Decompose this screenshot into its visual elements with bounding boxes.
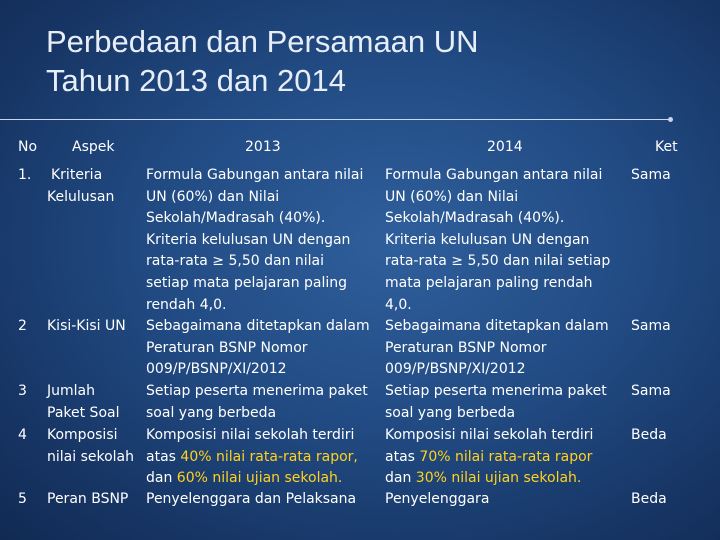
row-3-ket: Sama: [631, 383, 671, 399]
row-4-2013-text: dan: [146, 470, 177, 487]
row-3-aspek-line: Paket Soal: [47, 404, 120, 421]
row-3-no: 3: [18, 383, 27, 399]
row-3-2013-line: soal yang berbeda: [146, 404, 277, 421]
row-1-2014-line: UN (60%) dan Nilai: [385, 188, 519, 205]
row-1-2013-line: Sekolah/Madrasah (40%).: [146, 210, 326, 227]
row-2-2014-line: Peraturan BSNP Nomor: [385, 339, 547, 356]
row-5-2013-line: Penyelenggara dan Pelaksana: [146, 491, 357, 507]
row-4-2014: [385, 425, 593, 490]
row-1-2014-line: Kriteria kelulusan UN dengan: [385, 231, 590, 248]
row-5-2014: [385, 489, 489, 511]
row-4-2014-highlight: 70% nilai rata-rata rapor: [419, 448, 593, 465]
row-1-2014: [385, 165, 610, 316]
row-2-aspek: [47, 316, 126, 338]
row-1-2013-line: rendah 4,0.: [146, 296, 227, 313]
row-4-2013: [146, 425, 358, 490]
header-ket: Ket: [655, 139, 678, 155]
row-2-2013-line: Sebagaimana ditetapkan dalam: [146, 318, 370, 334]
row-4-no: 4: [18, 427, 27, 443]
row-1-2014-line: Sekolah/Madrasah (40%).: [385, 210, 565, 227]
row-1-2013-line: rata-rata ≥ 5,50 dan nilai: [146, 253, 325, 270]
row-4-aspek-line: nilai sekolah: [47, 448, 134, 465]
row-4-2013-highlight: 60% nilai ujian sekolah.: [176, 470, 343, 487]
row-3-aspek-line: Jumlah: [47, 383, 95, 399]
row-1-2013-line: Kriteria kelulusan UN dengan: [146, 231, 351, 248]
row-1-aspek-line: Kriteria: [51, 167, 103, 183]
row-4-2014-text: atas: [385, 448, 420, 465]
row-3-2014-line: soal yang berbeda: [385, 404, 516, 421]
header-2014: 2014: [487, 139, 523, 155]
row-2-2013: [146, 316, 370, 381]
row-3-2013: [146, 381, 368, 424]
header-2013: 2013: [245, 139, 281, 155]
row-1-ket: Sama: [631, 167, 671, 183]
row-4-ket: Beda: [631, 427, 667, 443]
row-2-2013-line: 009/P/BSNP/XI/2012: [146, 361, 287, 378]
row-1-2014-line: rata-rata ≥ 5,50 dan nilai setiap: [385, 253, 611, 270]
row-4-2013-line: [146, 468, 358, 490]
row-3-2014: [385, 381, 607, 424]
row-3-aspek: [47, 381, 119, 424]
row-1-2013-line: UN (60%) dan Nilai: [146, 188, 280, 205]
row-1-2013: [146, 165, 363, 316]
row-1-2013-line: setiap mata pelajaran paling: [146, 274, 348, 291]
row-4-2013-line: Komposisi nilai sekolah terdiri: [146, 427, 355, 443]
row-4-2014-text: dan: [385, 470, 416, 487]
row-5-no: 5: [18, 491, 27, 507]
header-aspek: Aspek: [72, 139, 115, 155]
row-3-2014-line: Setiap peserta menerima paket: [385, 383, 607, 399]
row-3-2013-line: Setiap peserta menerima paket: [146, 383, 368, 399]
row-5-ket: Beda: [631, 491, 667, 507]
row-1-no: 1.: [18, 167, 32, 183]
row-4-aspek: [47, 425, 134, 468]
row-2-2014: [385, 316, 609, 381]
row-5-aspek: [47, 489, 128, 511]
row-5-2014-line: Penyelenggara: [385, 491, 490, 507]
row-4-2014-line: [385, 468, 593, 490]
row-4-2014-highlight: 30% nilai ujian sekolah.: [415, 470, 582, 487]
row-2-2014-line: Sebagaimana ditetapkan dalam: [385, 318, 609, 334]
row-4-2013-line: [146, 447, 358, 469]
slide-title-line-1: Perbedaan dan Persamaan UN: [46, 24, 479, 59]
row-4-2013-text: atas: [146, 448, 181, 465]
row-2-2013-line: Peraturan BSNP Nomor: [146, 339, 308, 356]
row-4-2014-line: [385, 447, 593, 469]
row-4-aspek-line: Komposisi: [47, 427, 118, 443]
row-5-2013: [146, 489, 356, 511]
row-1-2013-line: Formula Gabungan antara nilai: [146, 167, 364, 183]
row-2-ket: Sama: [631, 318, 671, 334]
row-2-2014-line: 009/P/BSNP/XI/2012: [385, 361, 526, 378]
row-1-2014-line: mata pelajaran paling rendah: [385, 274, 593, 291]
row-1-2014-line: 4,0.: [385, 296, 412, 313]
row-1-aspek-line: Kelulusan: [47, 188, 115, 205]
header-no: No: [18, 139, 38, 155]
row-1-2014-line: Formula Gabungan antara nilai: [385, 167, 603, 183]
row-5-aspek-line: Peran BSNP: [47, 491, 129, 507]
row-2-no: 2: [18, 318, 27, 334]
row-4-2014-line: Komposisi nilai sekolah terdiri: [385, 427, 594, 443]
slide-title-line-2: Tahun 2013 dan 2014: [46, 63, 346, 98]
row-4-2013-highlight: 40% nilai rata-rata rapor,: [180, 448, 358, 465]
row-1-aspek: [47, 165, 114, 208]
row-2-aspek-line: Kisi-Kisi UN: [47, 318, 126, 334]
